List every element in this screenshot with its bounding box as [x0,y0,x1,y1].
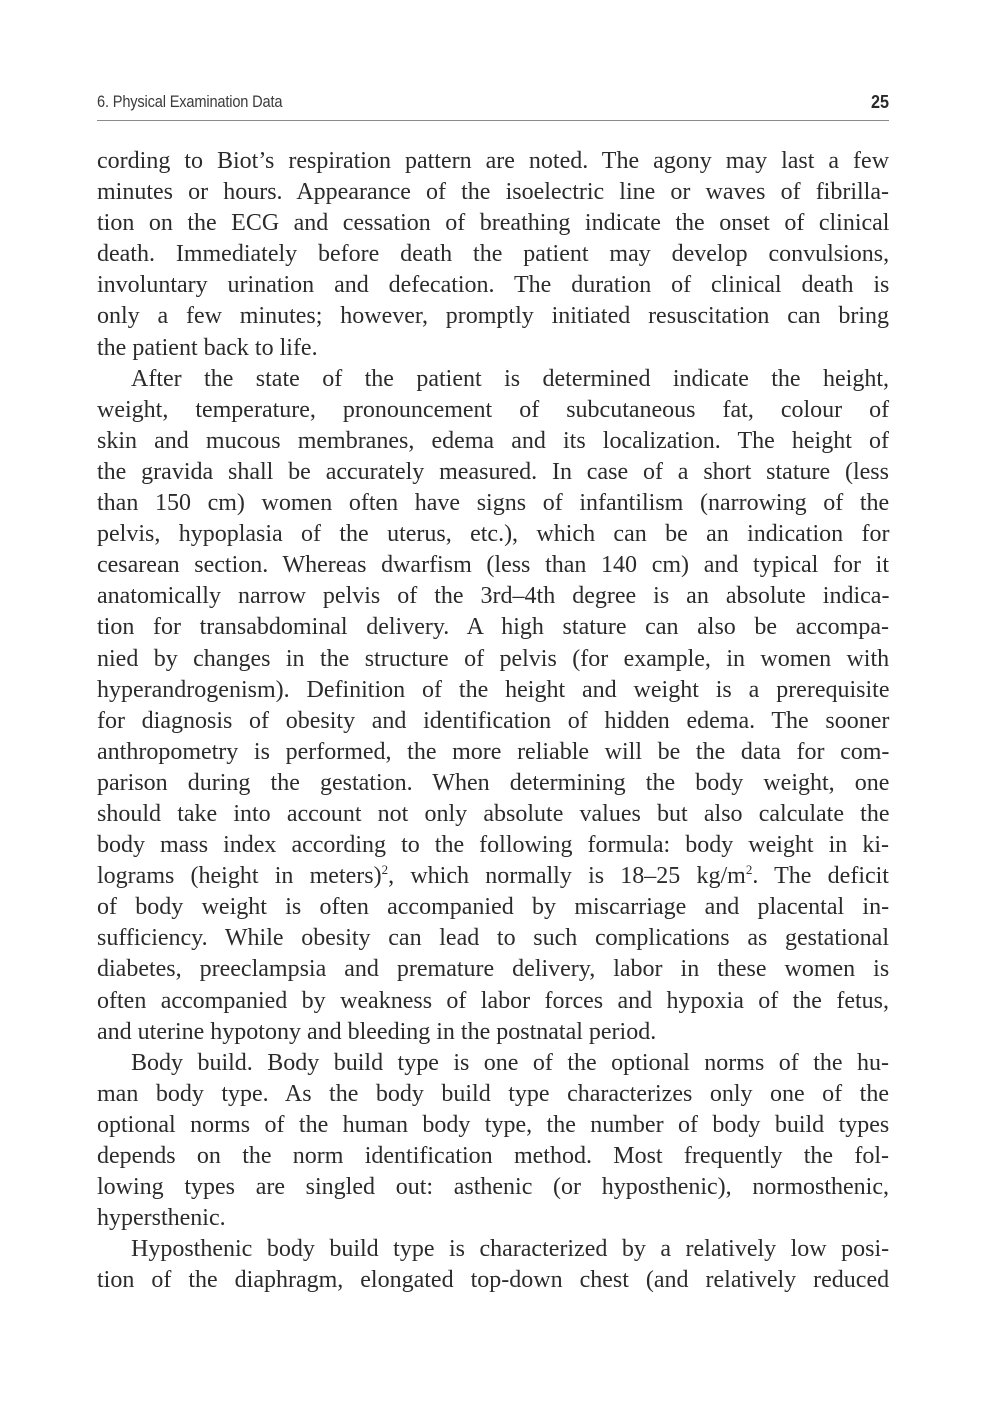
text-line: involuntary urination and defecation. The duration of clinical death is [97,272,890,299]
formula-line [97,861,889,892]
text-line: tion for transabdominal delivery. A high stature can also be accompa- [97,614,889,641]
text-line: tion on the ECG and cessation of breathing indicate the onset of clinical [97,210,890,237]
text-line: should take into account not only absolute values but also calculate the [97,800,890,827]
text-line: nied by changes in the structure of pelvis (for example, in women with [97,645,890,672]
text-line: Hyposthenic body build type is characterized by a relatively low posi- [131,1236,890,1263]
superscript: 2 [745,862,753,878]
page-number: 25 [870,92,889,112]
text-line: the gravida shall be accurately measured. In case of a short stature (less [97,458,889,485]
text-line: Body build. Body build type is one of the optional norms of the hu- [131,1049,889,1076]
text-line: sufficiency. While obesity can lead to such complications as gestational [97,925,889,952]
text-line: pelvis, hypoplasia of the uterus, etc.), which can be an indication for [97,521,890,548]
text-line: cesarean section. Whereas dwarfism (less than 140 cm) and typical for it [97,552,889,579]
text-line: of body weight is often accompanied by miscarriage and placental in- [97,894,890,921]
text-line: diabetes, preeclampsia and premature delivery, labor in these women is [97,956,890,983]
text-line: skin and mucous membranes, edema and its localization. The height of [97,427,889,454]
text-line: cording to Biot’s respiration pattern are noted. The agony may last a few [97,148,890,174]
paragraph-4 [97,1234,889,1296]
formula-text: . The deficit [752,863,889,890]
body-text [97,146,889,1296]
paragraph-3 [97,1048,889,1235]
text-line: man body type. As the body build type characterizes only one of the [97,1080,889,1107]
text-line: anatomically narrow pelvis of the 3rd–4th degree is an absolute indica- [97,583,890,610]
text-line: for diagnosis of obesity and identification of hidden edema. The sooner [97,707,890,734]
text-line: After the state of the patient is determined indicate the height, [131,365,889,392]
text-line: minutes or hours. Appearance of the isoelectric line or waves of fibrilla- [97,179,889,206]
text-line: the patient back to life. [97,334,318,361]
text-line: body mass index according to the following formula: body weight in ki- [97,832,889,859]
paragraph-2 [97,364,889,1048]
text-line: tion of the diaphragm, elongated top-down chest (and relatively reduced [97,1267,890,1294]
text-line: often accompanied by weakness of labor forces and hypoxia of the fetus, [97,987,889,1014]
formula-text: lograms (height in meters) [97,863,382,890]
paragraph-1 [97,146,889,364]
superscript: 2 [381,862,389,878]
chapter-title: 6. Physical Examination Data [97,92,283,111]
text-line: only a few minutes; however, promptly initiated resuscitation can bring [97,303,889,330]
formula-text: , which normally is 18–25 kg/m [388,863,746,890]
text-line: lowing types are singled out: asthenic (or hyposthenic), normosthenic, [97,1174,889,1201]
text-line: weight, temperature, pronouncement of subcutaneous fat, colour of [97,396,890,423]
running-header [97,92,889,121]
text-line: death. Immediately before death the patient may develop convulsions, [97,241,890,268]
text-line: anthropometry is performed, the more reliable will be the data for com- [97,738,890,765]
text-line: hyperandrogenism). Definition of the height and weight is a prerequisite [97,676,890,703]
text-line: than 150 cm) women often have signs of infantilism (narrowing of the [97,490,890,517]
text-line: hypersthenic. [97,1205,226,1232]
text-line: optional norms of the human body type, the number of body build types [97,1111,890,1138]
text-line: depends on the norm identification method. Most frequently the fol- [97,1143,889,1169]
text-line: parison during the gestation. When determining the body weight, one [97,769,890,796]
text-line: and uterine hypotony and bleeding in the postnatal period. [97,1018,657,1045]
